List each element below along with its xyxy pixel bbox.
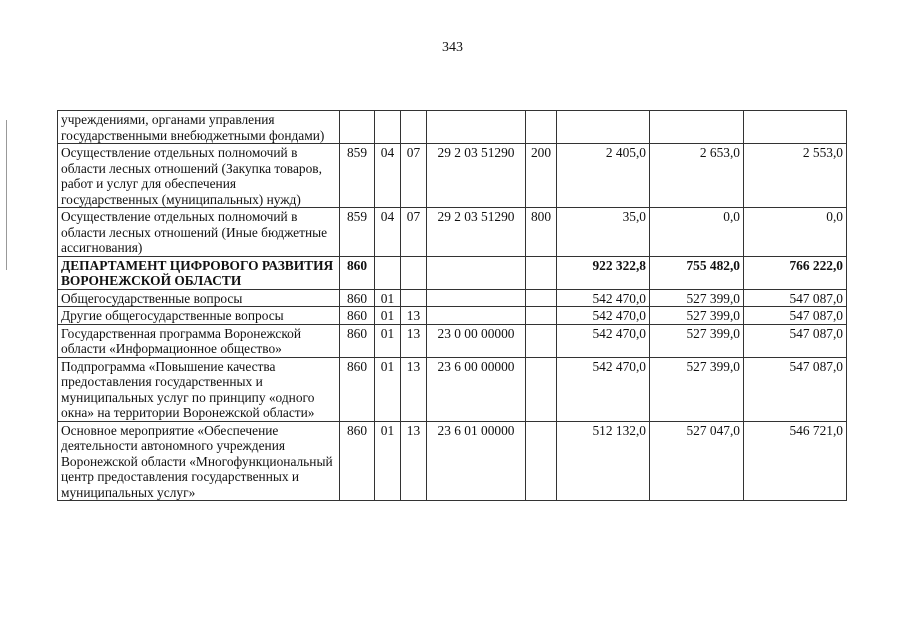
row-expense-type bbox=[526, 111, 557, 144]
row-subsection-code: 13 bbox=[401, 324, 427, 357]
row-subsection-code: 07 bbox=[401, 144, 427, 208]
table-row bbox=[58, 421, 847, 501]
row-amount-year-3: 546 721,0 bbox=[744, 421, 847, 501]
row-subsection-code: 13 bbox=[401, 421, 427, 501]
row-ved-code: 860 bbox=[340, 357, 375, 421]
row-amount-year-1: 542 470,0 bbox=[557, 307, 650, 325]
row-name: учреждениями, органами управления государственными внебюджетными фондами) bbox=[58, 111, 340, 144]
row-amount-year-1: 2 405,0 bbox=[557, 144, 650, 208]
row-target-article bbox=[427, 307, 526, 325]
row-target-article: 23 6 01 00000 bbox=[427, 421, 526, 501]
row-target-article bbox=[427, 256, 526, 289]
row-amount-year-1: 922 322,8 bbox=[557, 256, 650, 289]
table-row bbox=[58, 324, 847, 357]
row-name: Подпрограмма «Повышение качества предоставления государственных и муниципальных услуг по принципу «одного окна» на территории Воронежской области» bbox=[58, 357, 340, 421]
row-expense-type: 800 bbox=[526, 208, 557, 257]
row-expense-type bbox=[526, 307, 557, 325]
row-amount-year-3: 2 553,0 bbox=[744, 144, 847, 208]
row-section-code: 01 bbox=[375, 324, 401, 357]
row-amount-year-1: 542 470,0 bbox=[557, 357, 650, 421]
table-row bbox=[58, 144, 847, 208]
row-target-article: 29 2 03 51290 bbox=[427, 144, 526, 208]
scan-margin-line bbox=[6, 120, 7, 270]
table-row bbox=[58, 289, 847, 307]
row-expense-type bbox=[526, 421, 557, 501]
row-expense-type bbox=[526, 256, 557, 289]
row-amount-year-2: 527 399,0 bbox=[650, 357, 744, 421]
row-subsection-code bbox=[401, 111, 427, 144]
row-target-article bbox=[427, 111, 526, 144]
row-amount-year-1: 542 470,0 bbox=[557, 289, 650, 307]
row-amount-year-3: 547 087,0 bbox=[744, 289, 847, 307]
row-target-article: 29 2 03 51290 bbox=[427, 208, 526, 257]
row-expense-type bbox=[526, 289, 557, 307]
table-row bbox=[58, 307, 847, 325]
row-subsection-code bbox=[401, 289, 427, 307]
row-section-code: 01 bbox=[375, 421, 401, 501]
row-subsection-code bbox=[401, 256, 427, 289]
row-target-article: 23 6 00 00000 bbox=[427, 357, 526, 421]
row-subsection-code: 07 bbox=[401, 208, 427, 257]
table-row bbox=[58, 357, 847, 421]
row-section-code bbox=[375, 111, 401, 144]
row-amount-year-1: 542 470,0 bbox=[557, 324, 650, 357]
row-amount-year-2: 527 047,0 bbox=[650, 421, 744, 501]
table-row bbox=[58, 256, 847, 289]
table-row bbox=[58, 208, 847, 257]
row-ved-code: 860 bbox=[340, 256, 375, 289]
row-amount-year-2: 0,0 bbox=[650, 208, 744, 257]
row-expense-type: 200 bbox=[526, 144, 557, 208]
row-section-code bbox=[375, 256, 401, 289]
row-amount-year-3 bbox=[744, 111, 847, 144]
row-ved-code: 860 bbox=[340, 421, 375, 501]
row-section-code: 01 bbox=[375, 357, 401, 421]
row-amount-year-3: 547 087,0 bbox=[744, 307, 847, 325]
row-target-article: 23 0 00 00000 bbox=[427, 324, 526, 357]
row-section-code: 04 bbox=[375, 208, 401, 257]
row-expense-type bbox=[526, 324, 557, 357]
row-section-code: 01 bbox=[375, 307, 401, 325]
row-subsection-code: 13 bbox=[401, 357, 427, 421]
row-section-code: 04 bbox=[375, 144, 401, 208]
row-ved-code: 860 bbox=[340, 289, 375, 307]
row-amount-year-2: 2 653,0 bbox=[650, 144, 744, 208]
row-amount-year-1: 35,0 bbox=[557, 208, 650, 257]
row-section-code: 01 bbox=[375, 289, 401, 307]
row-ved-code bbox=[340, 111, 375, 144]
budget-table bbox=[57, 110, 847, 501]
row-amount-year-3: 547 087,0 bbox=[744, 324, 847, 357]
row-amount-year-2: 527 399,0 bbox=[650, 307, 744, 325]
row-amount-year-3: 547 087,0 bbox=[744, 357, 847, 421]
row-name: ДЕПАРТАМЕНТ ЦИФРОВОГО РАЗВИТИЯ ВОРОНЕЖСКОЙ ОБЛАСТИ bbox=[58, 256, 340, 289]
row-subsection-code: 13 bbox=[401, 307, 427, 325]
row-ved-code: 860 bbox=[340, 324, 375, 357]
row-amount-year-1: 512 132,0 bbox=[557, 421, 650, 501]
row-target-article bbox=[427, 289, 526, 307]
page-number: 343 bbox=[442, 40, 463, 55]
row-expense-type bbox=[526, 357, 557, 421]
row-amount-year-2: 527 399,0 bbox=[650, 289, 744, 307]
table-row bbox=[58, 111, 847, 144]
row-ved-code: 859 bbox=[340, 144, 375, 208]
row-name: Осуществление отдельных полномочий в области лесных отношений (Иные бюджетные ассигнования) bbox=[58, 208, 340, 257]
row-name: Основное мероприятие «Обеспечение деятельности автономного учреждения Воронежской области «Многофункциональный центр предоставления государственных и муниципальных услуг» bbox=[58, 421, 340, 501]
row-name: Общегосударственные вопросы bbox=[58, 289, 340, 307]
row-amount-year-1 bbox=[557, 111, 650, 144]
row-name: Государственная программа Воронежской области «Информационное общество» bbox=[58, 324, 340, 357]
row-amount-year-2: 527 399,0 bbox=[650, 324, 744, 357]
row-name: Осуществление отдельных полномочий в области лесных отношений (Закупка товаров, работ и услуг для обеспечения государственных (муниципальных) нужд) bbox=[58, 144, 340, 208]
row-amount-year-2 bbox=[650, 111, 744, 144]
row-amount-year-3: 766 222,0 bbox=[744, 256, 847, 289]
row-ved-code: 860 bbox=[340, 307, 375, 325]
row-name: Другие общегосударственные вопросы bbox=[58, 307, 340, 325]
row-amount-year-2: 755 482,0 bbox=[650, 256, 744, 289]
row-amount-year-3: 0,0 bbox=[744, 208, 847, 257]
row-ved-code: 859 bbox=[340, 208, 375, 257]
